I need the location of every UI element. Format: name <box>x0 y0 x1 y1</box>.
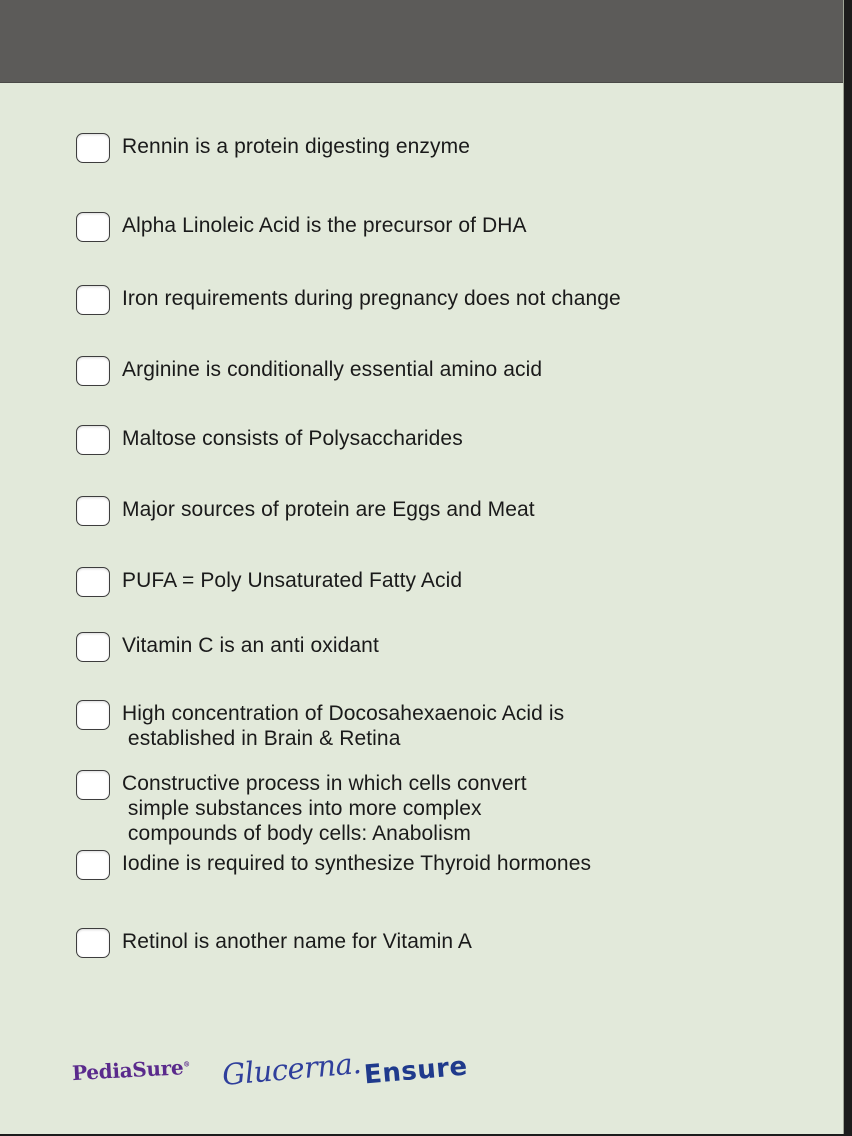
checkbox[interactable] <box>76 212 110 242</box>
checkbox[interactable] <box>76 425 110 455</box>
checkbox[interactable] <box>76 928 110 958</box>
checkbox[interactable] <box>76 850 110 880</box>
brand-logos <box>70 1048 490 1098</box>
item-text: Retinol is another name for Vitamin A <box>122 930 472 953</box>
item-text: PUFA = Poly Unsaturated Fatty Acid <box>122 569 463 592</box>
checkbox[interactable] <box>76 133 110 163</box>
top-bar <box>0 0 843 83</box>
checkbox[interactable] <box>76 496 110 526</box>
checkbox[interactable] <box>76 567 110 597</box>
item-text: Alpha Linoleic Acid is the precursor of DHA <box>122 214 527 237</box>
checkbox[interactable] <box>76 632 110 662</box>
ensure-logo: Ensure <box>362 1051 469 1091</box>
checkbox[interactable] <box>76 356 110 386</box>
checkbox[interactable] <box>76 700 110 730</box>
item-text: Rennin is a protein digesting enzyme <box>122 135 470 158</box>
item-text: Arginine is conditionally essential amino acid <box>122 358 543 381</box>
pediasure-logo: PediaSure® <box>71 1055 191 1086</box>
item-text: High concentration of Docosahexaenoic Acid is established in Brain & Retina <box>122 702 565 750</box>
item-text: Iron requirements during pregnancy does not change <box>122 287 621 310</box>
item-text: Constructive process in which cells convert simple substances into more complex compounds of body cells: Anabolism <box>122 772 527 845</box>
checkbox[interactable] <box>76 285 110 315</box>
checkbox[interactable] <box>76 770 110 800</box>
item-text: Iodine is required to synthesize Thyroid hormones <box>122 852 592 875</box>
item-text: Maltose consists of Polysaccharides <box>122 427 463 450</box>
glucerna-logo: Glucerna. <box>220 1046 363 1092</box>
item-text: Vitamin C is an anti oxidant <box>122 634 379 657</box>
item-text: Major sources of protein are Eggs and Meat <box>122 498 535 521</box>
